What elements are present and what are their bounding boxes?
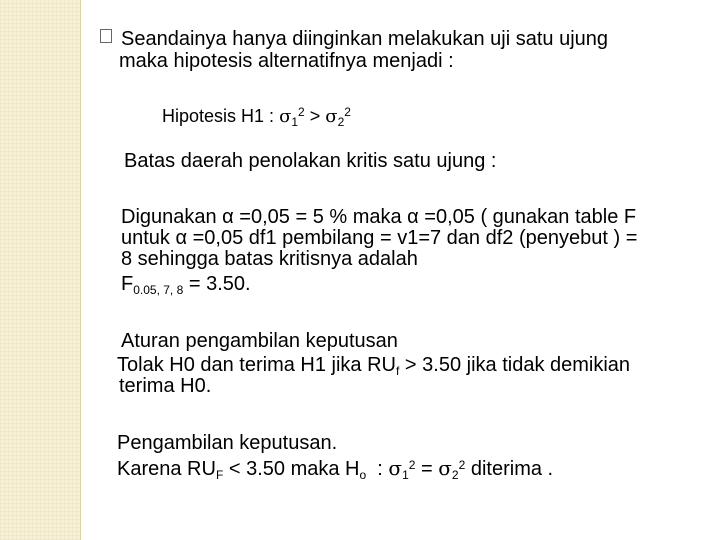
decision-suffix: diterima . xyxy=(470,458,554,480)
f-subscript: 0.05, 7, 8 xyxy=(133,283,184,297)
sigma-symbol-3: σ xyxy=(388,456,403,480)
sigma-exponent-2: 2 xyxy=(344,105,351,119)
sigma-subscript-2: 2 xyxy=(337,115,345,129)
sigma-exponent-4: 2 xyxy=(458,458,466,472)
decision-heading: Pengambilan keputusan. xyxy=(117,432,338,454)
hypothesis-h1 xyxy=(162,105,351,128)
decision-rule-line-1 xyxy=(117,354,630,376)
decision-rule-line-2: terima H0. xyxy=(119,375,212,397)
decision-rule-heading: Aturan pengambilan keputusan xyxy=(121,330,398,352)
hypothesis-label: Hipotesis H1 : xyxy=(162,106,275,126)
f-critical-value xyxy=(121,273,251,295)
sigma-subscript-1: 1 xyxy=(291,115,299,129)
decorative-side-band xyxy=(0,0,80,540)
decision-statement xyxy=(117,457,553,480)
ru-subscript-f: f xyxy=(396,364,400,378)
sigma-subscript-3: 1 xyxy=(402,468,409,482)
sigma-symbol-2: σ xyxy=(325,106,338,127)
ru-subscript-F: F xyxy=(215,468,224,482)
f-symbol: F xyxy=(121,273,134,295)
bullet-line-2: maka hipotesis alternatifnya menjadi : xyxy=(119,50,454,72)
f-value: = 3.50. xyxy=(188,273,251,295)
h-subscript-o: o xyxy=(359,468,367,482)
rule-text-a: Tolak H0 dan terima H1 jika RU xyxy=(117,354,396,376)
decision-middle: < 3.50 maka H xyxy=(228,458,360,480)
equals-sign: = xyxy=(421,458,433,480)
bullet-box-icon xyxy=(100,29,112,43)
comparison-operator: > xyxy=(309,106,321,126)
critical-region-heading: Batas daerah penolakan kritis satu ujung : xyxy=(124,150,497,172)
sigma-subscript-4: 2 xyxy=(451,468,459,482)
sigma-exponent-3: 2 xyxy=(408,458,416,472)
decision-prefix: Karena RU xyxy=(117,458,216,480)
sigma-symbol: σ xyxy=(279,106,292,127)
usage-line-3: 8 sehingga batas kritisnya adalah xyxy=(121,248,418,270)
rule-text-b: > 3.50 jika tidak demikian xyxy=(404,354,631,376)
side-band-divider xyxy=(80,0,81,540)
usage-line-2: untuk α =0,05 df1 pembilang = v1=7 dan df2 (penyebut ) = xyxy=(121,227,638,249)
sigma-symbol-4: σ xyxy=(438,456,452,480)
decision-colon: : xyxy=(377,458,383,480)
sigma-exponent-1: 2 xyxy=(298,105,305,119)
usage-line-1: Digunakan α =0,05 = 5 % maka α =0,05 ( gunakan table F xyxy=(121,206,637,228)
bullet-line-1: Seandainya hanya diinginkan melakukan uji satu ujung xyxy=(121,28,609,50)
